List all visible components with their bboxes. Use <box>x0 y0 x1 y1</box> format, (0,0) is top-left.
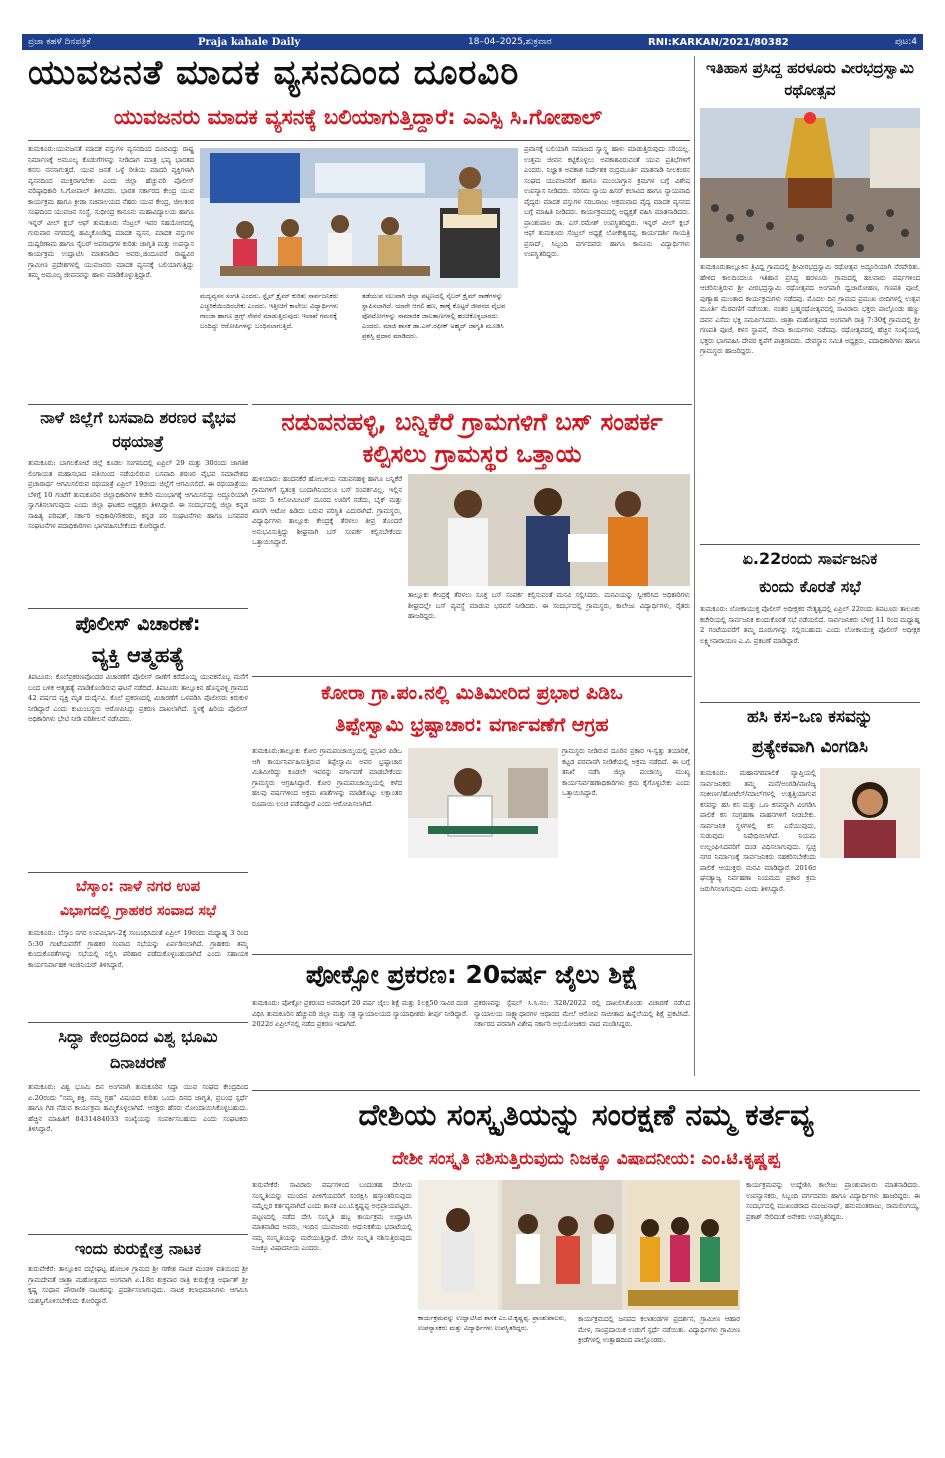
waste-headline1: ಹಸಿ ಕಸ–ಒಣ ಕಸವನ್ನು <box>746 707 874 727</box>
bus-headline: ನಡುವನಹಳ್ಳಿ, ಬನ್ನಿಕೆರೆ ಗ್ರಾಮಗಳಿಗೆ ಬಸ್ ಸಂಪರ್ಕ ಕಲ್ಪಿಸಲು ಗ್ರಾಮಸ್ಥರ ಒತ್ತಾಯ <box>281 408 663 469</box>
police-headline1: ಪೊಲೀಸ್ ವಿಚಾರಣೆ: <box>75 613 201 635</box>
main-photo <box>200 148 518 288</box>
chariot-festival-icon <box>700 108 920 258</box>
side-top-photo <box>700 108 920 258</box>
rule <box>252 404 692 405</box>
rule <box>28 404 248 405</box>
bus-col2: ತಾಲ್ಲೂಕು ಕೇಂದ್ರಕ್ಕೆ ತೆರಳಲು ಸೂಕ್ತ ಬಸ್ ಸಂಪರ್ಕ ಕಲ್ಪಿಸುವಂತೆ ಮನವಿ ಸಲ್ಲಿಸಿದರು. ಮನವಿಯನ್ನು ಸ್ವೀಕರಿಸಿದ ಅಧಿಕಾರಿಗಳು ಶೀಘ್ರದಲ್ಲೇ ಬಸ್ ವ್ಯವಸ್ಥೆ ಮಾಡುವ ಭರವಸೆ ನೀಡಿದರು. ಈ ಸಂದರ್ಭದಲ್ಲಿ ಗ್ರಾಮಸ್ಥರು, ಕಾಲೇಜು ವಿದ್ಯಾರ್ಥಿಗಳು, ರೈತರು ಹಾಜರಿದ್ದರು. <box>408 591 690 621</box>
commissioner-portrait-icon <box>820 768 920 858</box>
pocso-col2: ಪ್ರಕರಣವನ್ನು ಸ್ಪೆಷಲ್ ಸಿ.ಸಿ.ನಂ: 328/2022 ರಲ್ಲಿ ದಾಖಲಿಸಿಕೊಂಡು ವಿಚಾರಣೆ ನಡೆಸಿದ ನ್ಯಾಯಾಲಯ ಸಾಕ್ಷ್ಯಾಧಾರಗಳ ಆಧಾರದ ಮೇಲೆ ಆರೋಪ ಸಾಬೀತಾದ ಹಿನ್ನೆಲೆಯಲ್ಲಿ ಶಿಕ್ಷೆ ಪ್ರಕಟಿಸಿದೆ. ಸರ್ಕಾರದ ಪರವಾಗಿ ವಿಶೇಷ ಸರ್ಕಾರಿ ಅಭಿಯೋಜಕರು ವಾದ ಮಂಡಿಸಿದ್ದರು. <box>474 999 690 1029</box>
main-headline: ಯುವಜನತೆ ಮಾದಕ ವ್ಯಸನದಿಂದ ದೂರವಿರಿ <box>28 56 520 93</box>
bus-col1: ಹುಳಿಯಾರು: ಹಂದನಕೆರೆ ಹೋಬಳಿಯ ನಡುವನಹಳ್ಳಿ ಹಾಗೂ ಬನ್ನಿಕೆರೆ ಗ್ರಾಮಗಳಿಗೆ ಸ್ವತಂತ್ರ ಬಂದಾಗಿನಿಂದಲೂ ಬಸ್ ಸಂಪರ್ಕವಿಲ್ಲ. ಇಲ್ಲಿನ ಜನರು 5 ಕಿಲೋಮೀಟರ್ ದೂರದ ಊರಿಗೆ ನಡೆದು, ಬೈಕ್ ಮತ್ತು ಖಾಸಗಿ ಆಟೋ ಹಿಡಿದು ಬರುವ ಪರಿಸ್ಥಿತಿ ಎದುರಾಗಿದೆ. ಗ್ರಾಮಸ್ಥರು, ವಿದ್ಯಾರ್ಥಿಗಳು ತಾಲ್ಲೂಕು ಕೇಂದ್ರಕ್ಕೆ ತೆರಳಲು ತೀವ್ರ ತೊಂದರೆ ಅನುಭವಿಸುತ್ತಿದ್ದು ಶೀಘ್ರವಾಗಿ ಬಸ್ ಸಂಪರ್ಕ ಕಲ್ಪಿಸಬೇಕೆಂದು ಒತ್ತಾಯಿಸಿದ್ದಾರೆ. <box>252 475 402 547</box>
earth-day-body: ತುಮಕೂರು: ವಿಶ್ವ ಭೂಮಿ ದಿನ ಅಂಗವಾಗಿ ತುಮಕೂರಿನ ಸಿದ್ಧಾ ಯುವ ಸಂಘದ ಕೇಂದ್ರದಿಂದ ಏ.20ರಂದು "ನಮ್ಮ ಶಕ್ತಿ, ನಮ್ಮ ಗ್ರಹ" ವಿಷಯದ ಕುರಿತು ಒಂದು ದಿನದ ಜಾಗೃತಿ, ಪ್ರಬಂಧ ಸ್ಪರ್ಧೆ ಹಾಗೂ ಗಿಡ ನೆಡುವ ಕಾರ್ಯಕ್ರಮ ಹಮ್ಮಿಕೊಳ್ಳಲಾಗಿದೆ. ಆಸಕ್ತರು ಹೆಸರು ನೋಂದಾಯಿಸಿಕೊಳ್ಳಬಹುದು. ಹೆಚ್ಚಿನ ಮಾಹಿತಿಗೆ 8431484033 ಸಂಖ್ಯೆಯನ್ನು ಸಂಪರ್ಕಿಸಬಹುದು ಎಂದು ಸಂಘಟಕರು ತಿಳಿಸಿದ್ದಾರೆ. <box>28 1083 248 1134</box>
police-headline2: ವ್ಯಕ್ತಿ ಆತ್ಮಹತ್ಯೆ <box>91 643 185 667</box>
police-body: ತಿಪಟೂರು: ಕೊಲೆಪ್ರಕರಣವೊಂದರ ವಿಚಾರಣೆಗೆ ಪೊಲೀಸ್ ಠಾಣೆಗೆ ಕರೆದೊಯ್ದ ಯುವಕನೊಬ್ಬ ಮನೆಗೆ ಬಂದ ಬಳಿಕ ಆತ್ಮಹತ್ಯೆ ಮಾಡಿಕೊಂಡಿರುವ ಘಟನೆ ನಡೆದಿದೆ. ತಿಪಟೂರು ತಾಲ್ಲೂಕಿನ ಹೊನ್ನವಳ್ಳಿ ಗ್ರಾಮದ 42 ವರ್ಷದ ವ್ಯಕ್ತಿ ಮೃತ ದುರ್ದೈವಿ. ಕೊಲೆ ಪ್ರಕರಣದಲ್ಲಿ ವಿಚಾರಣೆಗೆ ಒಳಪಡಿಸಿ ಪೊಲೀಸರು ಕಿರುಕುಳ ನೀಡಿದ್ದಾರೆ ಎಂದು ಕುಟುಂಬಸ್ಥರು ಆರೋಪಿಸಿದ್ದು ಪ್ರಕರಣ ದಾಖಲಾಗಿದೆ. ಸ್ಥಳಕ್ಕೆ ಹಿರಿಯ ಪೊಲೀಸ್ ಅಧಿಕಾರಿಗಳು ಭೇಟಿ ನೀಡಿ ಪರಿಶೀಲನೆ ನಡೆಸಿದರು. <box>28 673 248 724</box>
basavadi-body: ತುಮಕೂರು: ಬಾಗಲಕೋಟೆ ಜಿಲ್ಲೆ ಕೂಡಲ ಸಂಗಮದಲ್ಲಿ ಏಪ್ರಿಲ್ 29 ಮತ್ತು 30ರಂದು ಜಾಗತಿಕ ಲಿಂಗಾಯತ ಮಹಾಸಭಾದ ವತಿಯಿಂದ ನಡೆಯಲಿರುವ ಬಸವಾದಿ ಶರಣರ ವೈಭವ ಸಮಾವೇಶದ ಪ್ರಚಾರಾರ್ಥ ಆಗಮಿಸಲಿರುವ ರಥಯಾತ್ರೆ ಏಪ್ರಿಲ್ 19ರಂದು ಜಿಲ್ಲೆಗೆ ಆಗಮಿಸಲಿದೆ. ಈ ರಥಯಾತ್ರೆಯು ಬೆಳಿಗ್ಗೆ 10 ಗಂಟೆಗೆ ತುಮಕೂರಿನ ಜಿಲ್ಲಾಧಿಕಾರಿಗಳ ಕಚೇರಿ ಮುಂಭಾಗಕ್ಕೆ ಆಗಮಿಸಲಿದ್ದು ಅದ್ದೂರಿಯಾಗಿ ಸ್ವಾಗತಿಸಲಾಗುವುದು ಎಂದು ಜಿಲ್ಲಾ ಘಟಕದ ಅಧ್ಯಕ್ಷರು ತಿಳಿಸಿದ್ದಾರೆ. ಈ ಸಂದರ್ಭದಲ್ಲಿ ಜಿಲ್ಲಾ ಕನ್ನಡ ಸಾಹಿತ್ಯ ಪರಿಷತ್, ಸರ್ಕಾರಿ ಅಧಿಕಾರಿ/ನೌಕರರು, ಕನ್ನಡ ಪರ ಸಂಘಟನೆಗಳು ಹಾಗೂ ಬಸವಪರ ಸಂಘಟನೆಗಳ ಪದಾಧಿಕಾರಿಗಳು ಭಾಗವಹಿಸಬೇಕೆಂದು ಕೋರಿದ್ದಾರೆ. <box>28 459 248 531</box>
kora-headline1: ಕೋರಾ ಗ್ರಾ.ಪಂ.ನಲ್ಲಿ ಮಿತಿಮೀರಿದ ಪ್ರಭಾರ ಪಿಡಿಒ <box>321 682 623 704</box>
rule <box>252 676 692 677</box>
bescom-headline1: ಬೆಸ್ಕಾಂ: ನಾಳೆ ನಗರ ಉಪ <box>75 877 201 895</box>
officer-photo-icon <box>408 748 558 858</box>
culture-subhead: ದೇಶೀ ಸಂಸ್ಕೃತಿ ನಶಿಸುತ್ತಿರುವುದು ನಿಜಕ್ಕೂ ವಿಷಾದನೀಯ: ಎಂ.ಟಿ.ಕೃಷ್ಣಪ್ಪ <box>392 1149 780 1169</box>
divider <box>694 56 695 1076</box>
masthead-left: ಪ್ರಜಾ ಕಹಳೆ ದಿನಪತ್ರಿಕೆ <box>28 37 91 47</box>
kora-col2: ಗ್ರಾಮಸ್ಥರು ನೀಡಿರುವ ದೂರಿನ ಪ್ರಕಾರ ಇ-ಸ್ವತ್ತು ತಯಾರಿಕೆ, ಕಟ್ಟಡ ಪರವಾನಗಿ ನೀಡಿಕೆಯಲ್ಲಿ ಅಕ್ರಮ ನಡೆದಿದೆ. ಈ ಬಗ್ಗೆ ತನಿಖೆ ನಡೆಸಿ ಜಿಲ್ಲಾ ಪಂಚಾಯ್ತಿ ಮುಖ್ಯ ಕಾರ್ಯನಿರ್ವಹಣಾಧಿಕಾರಿಗಳು ಕ್ರಮ ಕೈಗೊಳ್ಳಬೇಕು ಎಂದು ಒತ್ತಾಯಿಸಿದ್ದಾರೆ. <box>562 747 690 798</box>
rule <box>252 1090 920 1091</box>
meet-headline2: ಕುಂದು ಕೊರತೆ ಸಭೆ <box>759 577 861 596</box>
kora-headline2: ತಿಪ್ಪೇಸ್ವಾಮಿ ಭ್ರಷ್ಟಾಚಾರ: ವರ್ಗಾವಣೆಗೆ ಆಗ್ರಹ <box>335 714 609 736</box>
waste-body: ತುಮಕೂರು: ಮಹಾನಗರಪಾಲಿಕೆ ವ್ಯಾಪ್ತಿಯಲ್ಲಿ ಸಾರ್ವಜನಿಕರು ತಮ್ಮ ಮನೆ/ಅಂಗಡಿ/ವಾಣಿಜ್ಯ ಸಂಕೀರ್ಣ/ಹೋಟೆಲ್/ಮಾಲ್‌ಗಳಲ್ಲಿ ಉತ್ಪತ್ತಿಯಾಗುವ ಕಸವನ್ನು ಹಸಿ ಕಸ ಮತ್ತು ಒಣ ಕಸವನ್ನಾಗಿ ವಿಂಗಡಿಸಿ ಪಾಲಿಕೆ ಕಸ ಸಂಗ್ರಹಣಾ ವಾಹನಗಳಿಗೆ ನೀಡಬೇಕು. ಸಾರ್ವಜನಿಕ ಸ್ಥಳಗಳಲ್ಲಿ ಕಸ ಎಸೆಯುವುದು, ಸುಡುವುದು ನಿಷೇಧಿಸಲಾಗಿದೆ. ನಿಯಮ ಉಲ್ಲಂಘಿಸಿದವರಿಗೆ ದಂಡ ವಿಧಿಸಲಾಗುವುದು. ಸ್ವಚ್ಛ ನಗರ ನಿರ್ಮಾಣಕ್ಕೆ ಸಾರ್ವಜನಿಕರು ಸಹಕರಿಸಬೇಕೆಂದು ಪಾಲಿಕೆ ಆಯುಕ್ತರು ಮನವಿ ಮಾಡಿದ್ದಾರೆ. 2016ರ ಘನತ್ಯಾಜ್ಯ ನಿರ್ವಹಣಾ ನಿಯಮದ ಪ್ರಕಾರ ಕ್ರಮ ಜರುಗಿಸಲಾಗುವುದು ಎಂದು ತಿಳಿಸಿದ್ದಾರೆ. <box>700 769 816 893</box>
side-top-headline: ಇತಿಹಾಸ ಪ್ರಸಿದ್ದ ಹರಳೂರು ವೀರಭದ್ರಸ್ವಾಮಿ ರಥೋತ್ಸವ <box>706 59 914 99</box>
culture-col1: ತುರುವೇಕೆರೆ: ಸಾವಿರಾರು ವರ್ಷಗಳಿಂದ ಬಂದಂತಹ ದೇಸೀಯ ಸಂಸ್ಕೃತಿಯನ್ನು ಮುಂದಿನ ಪೀಳಿಗೆಯವರಿಗೆ ಸಂರಕ್ಷಿಸಿ ಹಸ್ತಾಂತರಿಸುವುದು ನಮ್ಮೆಲ್ಲರ ಕರ್ತವ್ಯವಾಗಿದೆ ಎಂದು ಶಾಸಕ ಎಂ.ಟಿ.ಕೃಷ್ಣಪ್ಪ ಅಭಿಪ್ರಾಯಪಟ್ಟರು. ಪಟ್ಟಣದಲ್ಲಿ ನಡೆದ ದೇಸಿ ಸಂಸ್ಕೃತಿ ಹಬ್ಬ ಕಾರ್ಯಕ್ರಮ ಉದ್ಘಾಟಿಸಿ ಮಾತನಾಡಿದ ಅವರು, ಇಂದಿನ ಯುವಜನರು ಆಧುನಿಕತೆಯ ಭರಾಟೆಯಲ್ಲಿ ನಮ್ಮ ಸಂಸ್ಕೃತಿಯನ್ನು ಮರೆಯುತ್ತಿದ್ದಾರೆ. ದೇಸೀ ಸಂಸ್ಕೃತಿ ನಶಿಸುತ್ತಿರುವುದು ನಿಜಕ್ಕೂ ವಿಷಾದನೀಯ ಎಂದರು. <box>252 1181 412 1253</box>
main-caption-right: ತಡೆಯುವ ಸಲುವಾಗಿ ಜಿಲ್ಲಾ ಪಟ್ಟಣದಲ್ಲಿ ಸೈಬರ್ ಕ್ರೈಮ್ ಠಾಣೆಗಳನ್ನು ಸ್ಥಾಪಿಸಲಾಗಿದೆ. ಯಾರೇ ಆಗಲಿ ಹಣ, ಕಾಣ್ಕೆ ಕೊಟ್ಟರೆ ಜೀವನದ ವೈಭವ ಫೋಟೋಗಳನ್ನು ಸಾಮಾಜಿಕ ಜಾಲತಾಣಗಳಲ್ಲಿ ಹಂಚಿಕೊಳ್ಳಬಾರದು ಎಂದರು. ಮಾಜಿ ಶಾಸಕ ಡಾ.ಎಸ್.ರಫೀಕ್ ಅಹ್ಮದ್ ಜಾಗೃತಿ ಮೂಡಿಸಿ ಪ್ರಶಸ್ತಿ ಪ್ರದಾನ ಮಾಡಿದರು. <box>362 292 506 340</box>
waste-photo <box>820 768 920 858</box>
seminar-photo-icon <box>200 148 518 288</box>
main-col2: ಪ್ರವಾಸಕ್ಕೆ ಬಲಿಯಾಗಿ ಸಮಾಜದ ಸ್ವಾಸ್ಥ್ಯ ಹಾಳು ಮಾಡುತ್ತಿರುವುದು ಸರಿಯಲ್ಲ. ಉತ್ತಮ ಜೀವನ ಕಟ್ಟಿಕೊಳ್ಳಲು ಅವಕಾಶವಿರುವಂತೆ ಯುವ ಪ್ರತಿಭೆಗಳಿಗೆ ಎಂದರು. ನಿಜ್ಞಾತ ಅವಕಾಶ ನಿರ್ದೇಶಕ ರುದ್ರಮೂರ್ತಿ ಮಾತನಾಡಿ ನೀಲಕಂಠನ ಸಂಘದ ಯುವಜನರಿಗೆ ಹಾಗೂ ಮುಂಬಾಗ್ತಾನ ಕ್ರಮಗಳ ಬಗ್ಗೆ ವಿಶೇಷ ಉಪನ್ಯಾಸ ನೀಡಿದರು. ಸರಿಸಮ ನ್ಯಾಯ ಹಿಸರ್ ಕಲಾವಿದ ಹಾಗೂ ನ್ಯಾಯವಾದಿ ವೈದ್ಯರು ಮಾದಕ ವಸ್ತುಗಳ ಸರಬರಾಜು ಅಕ್ರಮವಾದ ವೈದ್ಯ ಮಾದಕ ವ್ಯಸನದ ಬಗ್ಗೆ ಮಾಹಿತಿ ನೀಡಿದರು. ಕಾರ್ಯಕ್ರಮದಲ್ಲಿ ಅಧ್ಯಕ್ಷತೆ ವಹಿಸಿ ಮಾತನಾಡಿದರು. ಪ್ರಾಂಶುಪಾಲ ಡಾ. ಎಸ್.ರಮೇಶ್ ಉಪಸ್ಥಿತರಿದ್ದರು. ಇನ್ನರ್ ವೀಲ್ ಕ್ಲಬ್ ಆಫ್ ತುಮಕೂರು ಸೆಂಟ್ರಲ್ ಅಧ್ಯಕ್ಷೆ ಲೋಕೇಶ್ವರಪ್ಪ, ಕಾರ್ಯದರ್ಶಿ ಗಾಯತ್ರಿ ಪ್ರಸಾದ್, ಸಿಬ್ಬಂದಿ ವರ್ಗದವರು ಹಾಗೂ ಕಾನೂನು ವಿದ್ಯಾರ್ಥಿಗಳು ಉಪಸ್ಥಿತರಿದ್ದರು. <box>524 145 690 259</box>
culture-photo <box>418 1180 740 1310</box>
main-caption-left: ಮದ್ಯವ್ಯಸನ ಸಂಗತಿ ಎಂದರು. ಸ್ಟೈಲ್ ಕ್ರೈಮ್ ಕುರಿತು ಸಾರ್ವಜನಿಕರು ಎಚ್ಚರಿಕೆಯಿಂದಿರಬೇಕು ಎಂದರು. ಇತ್ತೀಚಿಗೆ ಕಾಲೇಜು ವಿದ್ಯಾರ್ಥಿಗಳು ಗಾಂಜಾ ಹಾಗೂ ಡ್ರಗ್ಸ್ ಸೇವನೆ ಮಾಡುತ್ತಿರುವುದು ಇಲಾಖೆ ಗಮನಕ್ಕೆ ಬಂದಿದ್ದು ಆರೋಪಿಗಳನ್ನು ಬಂಧಿಸಲಾಗುತ್ತಿದೆ. <box>200 292 339 330</box>
petition-photo-icon <box>408 474 690 586</box>
masthead-bar <box>22 34 923 50</box>
bus-photo <box>408 474 690 586</box>
rule <box>700 702 920 703</box>
meet-headline1: ಏ.22ರಂದು ಸಾರ್ವಜನಿಕ <box>742 549 878 568</box>
masthead-rni: RNI:KARKAN/2021/80382 <box>648 36 789 48</box>
rule <box>28 872 248 873</box>
kora-photo <box>408 748 558 858</box>
culture-headline: ದೇಶಿಯ ಸಂಸ್ಕೃತಿಯನ್ನು ಸಂರಕ್ಷಣೆ ನಮ್ಮ ಕರ್ತವ್ಯ <box>358 1098 814 1133</box>
kora-col1: ತುಮಕೂರು:ತಾಲ್ಲೂಕು ಕೋರ ಗ್ರಾಮಪಂಚಾಯ್ತಿಯಲ್ಲಿ ಪ್ರಭಾರ ಪಿಡಿಒ ಆಗಿ ಕಾರ್ಯನಿರ್ವಹಿಸುತ್ತಿರುವ ತಿಪ್ಪೇಸ್ವಾಮಿ ಅವರ ಭ್ರಷ್ಟಾಚಾರ ಮಿತಿಮೀರಿದ್ದು ಕೂಡಲೇ ಇವರನ್ನು ವರ್ಗಾವಣೆ ಮಾಡಬೇಕೆಂದು ಗ್ರಾಮಸ್ಥರು ಆಗ್ರಹಿಸಿದ್ದಾರೆ. ಕೋರ ಗ್ರಾಮಪಂಚಾಯ್ತಿಯಲ್ಲಿ ಕಳೆದ ಹಲವು ವರ್ಷಗಳಿಂದ ಅಕ್ರಮ ಖಾತೆಗಳನ್ನು ಮಾಡಿಕೊಟ್ಟು ಲಕ್ಷಾಂತರ ರೂಪಾಯಿ ಲಂಚ ಪಡೆದಿದ್ದಾರೆ ಎಂದು ಆರೋಪಿಸಲಾಗಿದೆ. <box>252 747 402 808</box>
masthead-title: Praja kahale Daily <box>198 36 301 48</box>
waste-headline2: ಪ್ರತ್ಯೇಕವಾಗಿ ವಿಂಗಡಿಸಿ <box>752 737 868 757</box>
earth-day-headline: ಸಿದ್ಧಾ ಕೇಂದ್ರದಿಂದ ವಿಶ್ವ ಭೂಮಿ ದಿನಾಚರಣೆ <box>58 1027 218 1072</box>
main-subhead: ಯುವಜನರು ಮಾದಕ ವ್ಯಸನಕ್ಕೆ ಬಲಿಯಾಗುತ್ತಿದ್ದಾರೆ: ಎಎಸ್ಪಿ ಸಿ.ಗೋಪಾಲ್ <box>113 106 603 129</box>
bescom-headline2: ವಿಭಾಗದಲ್ಲಿ ಗ್ರಾಹಕರ ಸಂವಾದ ಸಭೆ <box>59 903 217 919</box>
masthead-date: 18–04–2025,ಶುಕ್ರವಾರ <box>468 37 552 47</box>
culture-col2: ಕಾರ್ಯಕ್ರಮದಲ್ಲಿ ಜನಪದ ಕಲಾತಂಡಗಳ ಪ್ರದರ್ಶನ, ಗ್ರಾಮೀಣ ಆಹಾರ ಮೇಳ, ಸಾಂಪ್ರದಾಯಿಕ ಉಡುಗೆ ಸ್ಪರ್ಧೆ ನಡೆಯಿತು. ವಿದ್ಯಾರ್ಥಿಗಳು ಗ್ರಾಮೀಣ ಕ್ರೀಡೆಗಳಲ್ಲಿ ಉತ್ಸಾಹದಿಂದ ಪಾಲ್ಗೊಂಡರು. <box>578 1315 740 1345</box>
culture-event-photo-icon <box>418 1180 740 1310</box>
culture-caption: ಕಾರ್ಯಕ್ರಮವನ್ನು ಉದ್ಘಾಟಿಸಿದ ಶಾಸಕ ಎಂ.ಟಿ.ಕೃಷ್ಣಪ್ಪ. ಪ್ರಾಂಶುಪಾಲರು, ಉಪನ್ಯಾಸಕರು ಮತ್ತು ವಿದ್ಯಾರ್ಥಿಗಳು ಉಪಸ್ಥಿತರಿದ್ದರು. <box>418 1314 567 1332</box>
pocso-headline: ಪೋಕ್ಸೋ ಪ್ರಕರಣ: 20ವರ್ಷ ಜೈಲು ಶಿಕ್ಷೆ <box>305 960 639 989</box>
culture-col3: ಕಾರ್ಯಕ್ರಮವನ್ನು ಉದ್ದೇಶಿಸಿ ಕಾಲೇಜು ಪ್ರಾಂಶುಪಾಲರು ಮಾತನಾಡಿದರು. ಉಪನ್ಯಾಸಕರು, ಸಿಬ್ಬಂದಿ ವರ್ಗದವರು ಹಾಗೂ ವಿದ್ಯಾರ್ಥಿಗಳು ಹಾಜರಿದ್ದರು. ಈ ಸಂದರ್ಭದಲ್ಲಿ ಮುಖಂಡರಾದ ಮಂಜುನಾಥ್, ಹನುಮಂತರಾಜು, ರಾಮಲಿಂಗಯ್ಯ, ಪ್ರಕಾಶ್ ಸೇರಿದಂತೆ ಅನೇಕರು ಉಪಸ್ಥಿತರಿದ್ದರು. <box>746 1181 920 1221</box>
side-top-body: ತುಮಕೂರುತಾಲ್ಲೂಕಿನ ತ್ರಿವಿಧ್ದ ಗ್ರಾಮದಲ್ಲಿ ಶ್ರೀವೀರಭದ್ರಸ್ವಾಮಿ ರಥೋತ್ಸವ ಅದ್ದೂರಿಯಾಗಿ ನೆರವೇರಿತು. ಹೇಳಿದ ಕಾಲದಿಂದಲೂ ಇತಿಹಾಸ ಪ್ರಸಿದ್ಧ ಹರಳೂರು ಗ್ರಾಮದಲ್ಲಿ ಹಲವಾರು ವರ್ಷಗಳಿಂದ ಆಚರಿಸುತ್ತಿರುವ ಶ್ರೀ ವೀರಭದ್ರಸ್ವಾಮಿ ರಥೋತ್ಸವದ ಅಂಗವಾಗಿ ಧ್ವಜಾರೋಹಣ, ಗಣಪತಿ ಪೂಜೆ, ಪುಣ್ಯಾಹ ಮುಂತಾದ ಕಾರ್ಯಕ್ರಮಗಳು ನಡೆದವು. ಮೊದಲ ದಿನ ಗ್ರಾಮದ ಪ್ರಮುಖ ಬೀದಿಗಳಲ್ಲಿ ಉತ್ಸವ ಮೂರ್ತಿ ಮೆರವಣಿಗೆ ನಡೆಯಿತು. ನಂತರ ಬ್ರಹ್ಮರಥೋತ್ಸವದಲ್ಲಿ ಸಾವಿರಾರು ಭಕ್ತರು ಪಾಲ್ಗೊಂಡು ಹಣ್ಣು ದವನ ಎಸೆದು ಭಕ್ತಿ ಸಮರ್ಪಿಸಿದರು. ಜಾತ್ರಾ ಮಹೋತ್ಸವದ ಅಂಗವಾಗಿ ರಾತ್ರಿ 7:30ಕ್ಕೆ ಗ್ರಾಮದಲ್ಲಿ ಶ್ರೀ ಗಣಪತಿ ಪೂಜೆ, ಕಳಸ ಸ್ಥಾಪನೆ, ಸೇವಾ ಕಾರ್ಯಗಳು ನಡೆದವು. ರಥೋತ್ಸವದಲ್ಲಿ ಹೆಚ್ಚಿನ ಸಂಖ್ಯೆಯಲ್ಲಿ ಭಕ್ತರು ಭಾಗವಹಿಸಿ ದೇವರ ಕೃಪೆಗೆ ಪಾತ್ರರಾದರು. ದೇವಸ್ಥಾನ ಸಮಿತಿ ಅಧ್ಯಕ್ಷರು, ಪದಾಧಿಕಾರಿಗಳು ಹಾಗೂ ಗ್ರಾಮಸ್ಥರು ಹಾಜರಿದ್ದರು. <box>700 263 920 356</box>
bescom-body: ತುಮಕೂರು: ಬೆಸ್ಕಾಂ ನಗರ ಉಪವಿಭಾಗ–2ಕ್ಕೆ ಸಂಬಂಧಿಸಿದಂತೆ ಏಪ್ರಿಲ್ 19ರಂದು ಮಧ್ಯಾಹ್ನ 3 ರಿಂದ 5:30 ಗಂಟೆಯವರೆಗೆ ಗ್ರಾಹಕರ ಸಂವಾದ ಸಭೆಯನ್ನು ಏರ್ಪಡಿಸಲಾಗಿದೆ. ಗ್ರಾಹಕರು ತಮ್ಮ ಕುಂದುಕೊರತೆಗಳನ್ನು ಸಭೆಯಲ್ಲಿ ಸಲ್ಲಿಸಿ ಪರಿಹಾರ ಪಡೆದುಕೊಳ್ಳಬಹುದಾಗಿದೆ ಎಂದು ಸಹಾಯಕ ಕಾರ್ಯನಿರ್ವಾಹಕ ಇಂಜಿನಿಯರ್ ತಿಳಿಸಿದ್ದಾರೆ. <box>28 929 248 969</box>
rule <box>28 1234 248 1235</box>
rule <box>700 544 920 545</box>
rule <box>28 1022 248 1023</box>
meet-body: ತುಮಕೂರು: ಲೋಕಾಯುಕ್ತ ಪೊಲೀಸ್ ಅಧೀಕ್ಷಕರ ನೇತೃತ್ವದಲ್ಲಿ ಏಪ್ರಿಲ್ 22ರಂದು ತಿಪಟೂರು ತಾಲೂಕು ಕಚೇರಿಯಲ್ಲಿ ಸಾರ್ವಜನಿಕ ಕುಂದುಕೊರತೆ ಸಭೆ ನಡೆಯಲಿದೆ. ಸಾರ್ವಜನಿಕರು ಬೆಳಿಗ್ಗೆ 11 ರಿಂದ ಮಧ್ಯಾಹ್ನ 2 ಗಂಟೆಯವರೆಗೆ ತಮ್ಮ ದೂರುಗಳನ್ನು ಸಲ್ಲಿಸಬಹುದು ಎಂದು ಲೋಕಾಯುಕ್ತ ಪೊಲೀಸ್ ಅಧೀಕ್ಷಕ ಲಕ್ಷ್ಮೀನಾರಾಯಣ ಎ.ವಿ. ಪ್ರಕಟಣೆ ಮಾಡಿದ್ದಾರೆ. <box>700 605 920 645</box>
rule <box>252 954 692 955</box>
rule <box>28 608 248 609</box>
kurukshetra-body: ತುರುವೇಕೆರೆ: ತಾಲ್ಲೂಕಿನ ದಬ್ಬೇಘಟ್ಟ ಹೋಬಳಿ ಗ್ರಾಮದ ಶ್ರೀ ಗಣೇಶ ನಾಟಕ ಮಂಡಳಿ ವತಿಯಿಂದ ಶ್ರೀ ಗ್ರಾಮದೇವತೆ ಜಾತ್ರಾ ಮಹೋತ್ಸವದ ಅಂಗವಾಗಿ ಏ.18ರ ಶುಕ್ರವಾರ ರಾತ್ರಿ ಕುರುಕ್ಷೇತ್ರ ಅರ್ಥಾತ್ ಶ್ರೀ ಕೃಷ್ಣ ಸಂಧಾನ ಪೌರಾಣಿಕ ನಾಟಕವನ್ನು ಪ್ರದರ್ಶಿಸಲಾಗುವುದು. ನಾಟಕ ಕಲಾಭಿಮಾನಿಗಳು ಆಗಮಿಸಿ ಯಶಸ್ವಿಗೊಳಿಸಬೇಕೆಂದು ಕೋರಿದ್ದಾರೆ. <box>28 1265 248 1305</box>
basavadi-headline: ನಾಳೆ ಜಿಲ್ಲೆಗೆ ಬಸವಾದಿ ಶರಣರ ವೈಭವ ರಥಯಾತ್ರೆ <box>40 408 236 451</box>
rule <box>28 140 690 141</box>
pocso-col1: ತುಮಕೂರು: ಪೋಕ್ಸೋ ಪ್ರಕರಣದ ಅಪರಾಧಿಗೆ 20 ವರ್ಷ ಜೈಲು ಶಿಕ್ಷೆ ಮತ್ತು 1ಲಕ್ಷ50 ಸಾವಿರ ದಂಡ ವಿಧಿಸಿ ತುಮಕೂರಿನ ಹೆಚ್ಚುವರಿ ಜಿಲ್ಲಾ ಮತ್ತು ಸತ್ರ ನ್ಯಾಯಾಲಯದ ನ್ಯಾಯಾಧೀಶರು ತೀರ್ಪು ನೀಡಿದ್ದಾರೆ. 2022ರ ಏಪ್ರಿಲ್‌ನಲ್ಲಿ ನಡೆದ ಪ್ರಕರಣ ಇದಾಗಿದೆ. <box>252 999 468 1029</box>
masthead-page: ಪುಟ:4 <box>895 37 917 47</box>
main-col1: ತುಮಕೂರು:ಯುವಜನತೆ ಮಾದಕ ವಸ್ತುಗಳ ವ್ಯಸನದಿಂದ ದೂರವಿದ್ದು ರಾಷ್ಟ್ರ ನಿರ್ಮಾಣಕ್ಕೆ ಅಮೂಲ್ಯ ಕೊಡುಗೆಗಳನ್ನು ನೀಡಿದಾಗ ಮಾತ್ರ ಭವ್ಯ ಭಾರತದ ಕನಸು ನನಸಾಗುತ್ತದೆ. ಯುವ ಜನತೆ ಒಳ್ಳೆ ರೀತಿಯ ಮಾದರಿ ವ್ಯಕ್ತಿಗಳಾಗಿ ವ್ಯಸನದಿಂದ ಮುಕ್ತರಾಗಬೇಕು ಎಂದು ಜಿಲ್ಲಾ ಹೆಚ್ಚುವರಿ ಪೊಲೀಸ್ ವರಿಷ್ಠಾಧಿಕಾರಿ ಸಿ.ಗೋಪಾಲ್ ತಿಳಿಸಿದರು. ಭಾರತ ಸರ್ಕಾರದ ಕೇಂದ್ರ ಯುವ ಕಾರ್ಯಕ್ರಮ ಹಾಗೂ ಕ್ರೀಡಾ ಸಚಿವಾಲಯದ ನೆಹರು ಯುವ ಕೇಂದ್ರ, ಜೀಲಕಂಠ ಸಂಘದಿಂದ ಯುವಜನ ಸಂಸ್ಥೆ, ಸುಧೀಂದ್ರ ಕಾನೂನು ಮಹಾವಿದ್ಯಾಲಯ ಹಾಗೂ ಇನ್ನರ್ ವೀಲ್ ಕ್ಲಬ್ ಆಫ್ ತುಮಕೂರು ಸೆಂಟ್ರಲ್ ಇವರ ಸಹಯೋಗದಲ್ಲಿ ಗುರುವಾರ ನಗರದಲ್ಲಿ ಹಮ್ಮಿಕೊಂಡಿದ್ದ ಮಾದಕ ವ್ಯಸನ, ಮಾದಕ ವಸ್ತುಗಳ ದುಷ್ಪರಿಣಾಮ ಹಾಗೂ ಸೈಬರ್ ಅಪರಾಧಗಳ ಕುರಿತು ಜಾಗೃತಿ ಮತ್ತು ಉಪನ್ಯಾಸ ಕಾರ್ಯಕ್ರಮ ಉದ್ಘಾಟಿಸಿ ಮಾತನಾಡಿದ ಅವರು,ಜಿಂದೂವರೆ ರಾಷ್ಟ್ರವಿರ ಗ್ರಾಮೀಣ ಪ್ರದೇಶಗಳಲ್ಲಿ ಯುವಜನರು ಮಾದಕ ವ್ಯಸನಕ್ಕೆ ಬಲಿಯಾಗುತ್ತಿದ್ದು ತಮ್ಮ ಅಮೂಲ್ಯ ಜೀವನವನ್ನು ಹಾಳು ಮಾಡಿಕೊಳ್ಳುತ್ತಿದ್ದಾರೆ. <box>28 145 194 280</box>
kurukshetra-headline: ಇಂದು ಕುರುಕ್ಷೇತ್ರ ನಾಟಕ <box>74 1239 202 1258</box>
